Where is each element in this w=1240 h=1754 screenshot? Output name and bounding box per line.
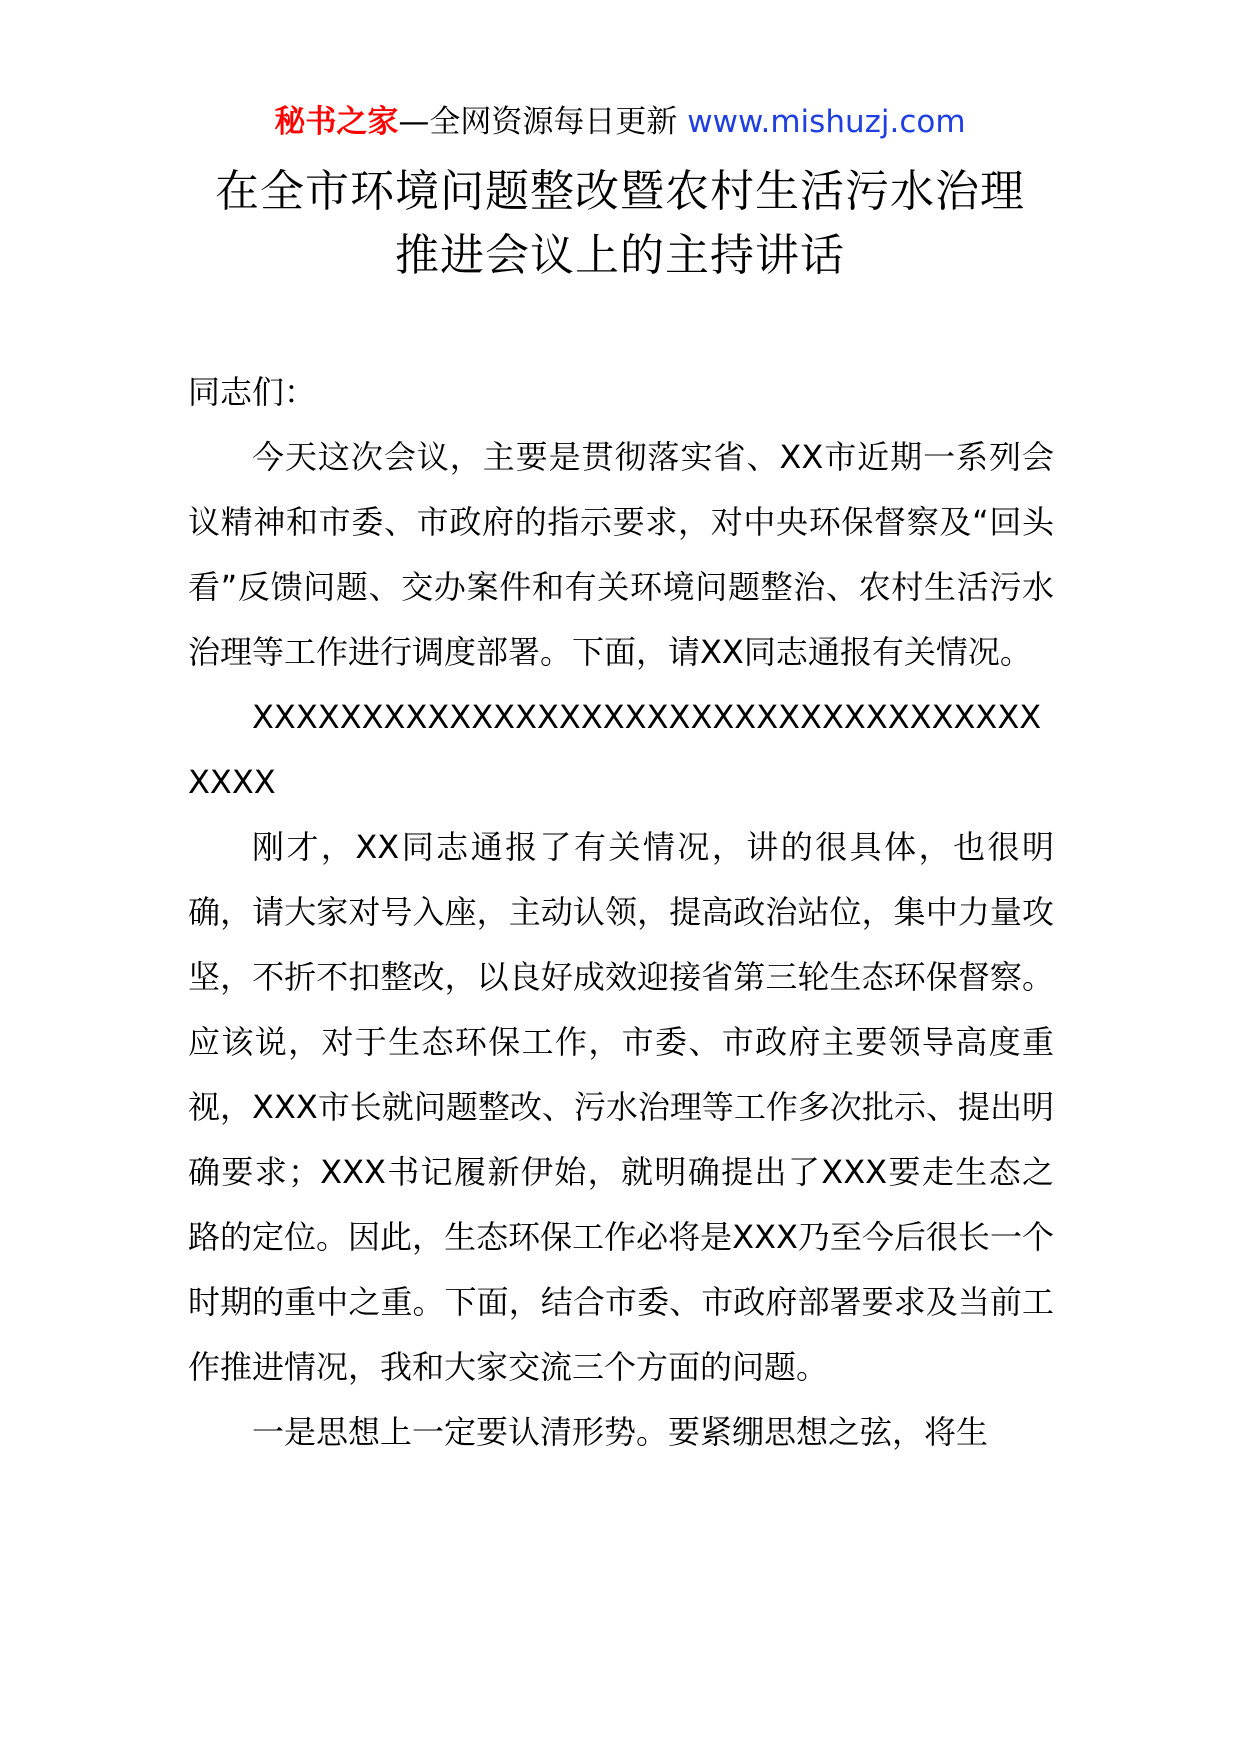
site-tagline: —全网资源每日更新 <box>398 104 678 140</box>
paragraph-4: 一是思想上一定要认清形势。要紧绷思想之弦，将生 <box>252 1413 989 1451</box>
site-url-link[interactable]: www.mishuzj.com <box>687 104 966 140</box>
title-line-1: 在全市环境问题整改暨农村生活污水治理 <box>215 166 1025 217</box>
paragraph-1: 今天这次会议，主要是贯彻落实省、XX市近期一系列会议精神和市委、市政府的指示要求，对中央环保督察及“回头看”反馈问题、交办案件和有关环境问题整治、农村生活污水治理等工作进行调度部署。下面，请XX同志通报有关情况。 <box>188 438 1054 671</box>
document-body <box>188 360 1054 1465</box>
salutation: 同志们： <box>188 373 317 411</box>
title-line-2: 推进会议上的主持讲话 <box>395 230 845 281</box>
document-title <box>0 160 1240 288</box>
site-brand: 秘书之家 <box>274 104 399 140</box>
paragraph-2: XXXXXXXXXXXXXXXXXXXXXXXXXXXXXXXXXXXXXXXX <box>188 698 1042 801</box>
site-header <box>0 100 1240 144</box>
paragraph-3: 刚才，XX同志通报了有关情况，讲的很具体，也很明确，请大家对号入座，主动认领，提高政治站位，集中力量攻坚，不折不扣整改，以良好成效迎接省第三轮生态环保督察。应该说，对于生态环保工作，市委、市政府主要领导高度重视，XXX市长就问题整改、污水治理等工作多次批示、提出明确要求；XXX书记履新伊始，就明确提出了XXX要走生态之路的定位。因此，生态环保工作必将是XXX乃至今后很长一个时期的重中之重。下面，结合市委、市政府部署要求及当前工作推进情况，我和大家交流三个方面的问题。 <box>188 828 1054 1386</box>
